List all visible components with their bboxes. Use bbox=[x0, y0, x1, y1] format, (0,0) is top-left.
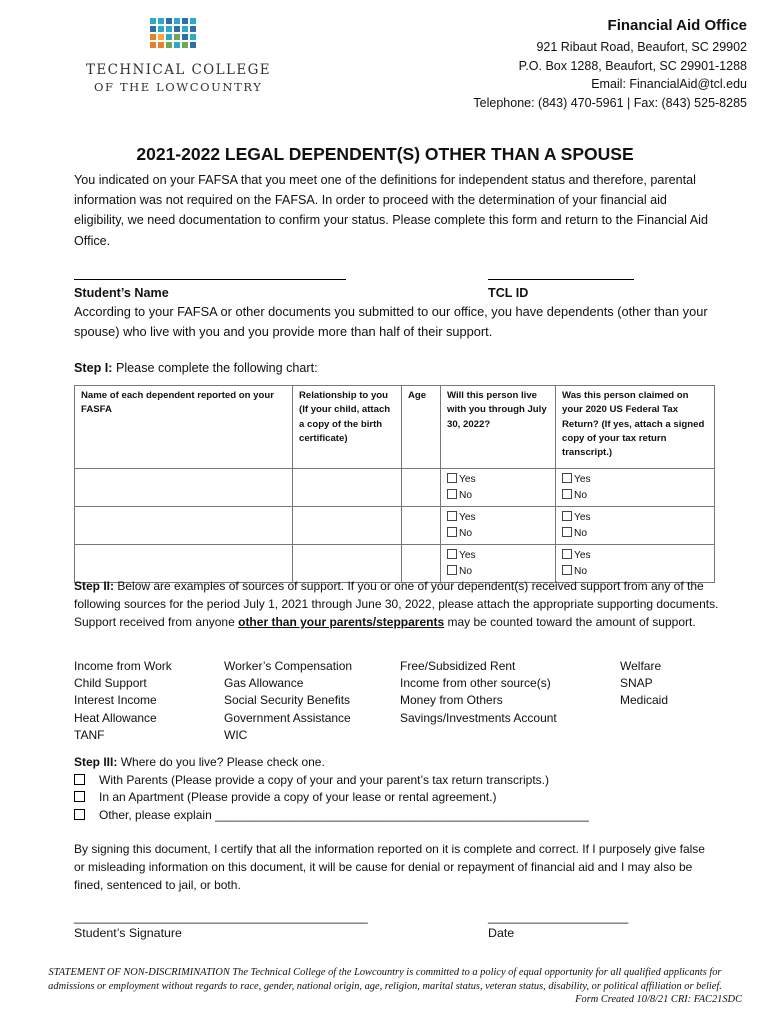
checkbox-icon[interactable] bbox=[74, 774, 85, 785]
logo-line-2: OF THE LOWCOUNTRY bbox=[94, 80, 263, 94]
office-contact-block bbox=[473, 16, 747, 112]
header-relationship-note: (If your child, attach a copy of the birth certificate) bbox=[299, 404, 391, 444]
yes-label: Yes bbox=[459, 474, 476, 485]
checkbox-icon[interactable] bbox=[447, 549, 457, 559]
claimed-yes-option[interactable] bbox=[562, 548, 708, 564]
support-source-item: Social Security Benefits bbox=[224, 693, 351, 708]
office-phone: Telephone: (843) 470-5961 | Fax: (843) 525-8285 bbox=[473, 95, 747, 110]
signature-line[interactable]: ____________________________________________ bbox=[74, 910, 368, 924]
support-source-item: TANF bbox=[74, 727, 105, 742]
office-title: Financial Aid Office bbox=[607, 17, 747, 34]
header-live-with-you: Will this person live with you through July 30, 2022? bbox=[441, 386, 556, 469]
footer bbox=[28, 966, 742, 1007]
intro-paragraph: You indicated on your FAFSA that you meet one of the definitions for independent status and therefore, parental information was not required on the FAFSA. In order to proceed with the determination of your financial aid eligibility, we need documentation to confirm your status. Please complete this form and return to the Financial Aid Office. bbox=[74, 173, 708, 248]
table-row bbox=[75, 507, 715, 545]
checkbox-icon[interactable] bbox=[447, 489, 457, 499]
step2-paragraph bbox=[74, 577, 719, 631]
support-source-item: Worker’s Compensation bbox=[224, 659, 353, 673]
support-source-item: Child Support bbox=[74, 676, 147, 691]
header-age: Age bbox=[402, 386, 441, 469]
no-label: No bbox=[459, 489, 473, 501]
relationship-cell[interactable] bbox=[293, 507, 402, 545]
header-dependent-name: Name of each dependent reported on your FASFA bbox=[75, 386, 293, 469]
header-relationship-label: Relationship to you bbox=[299, 390, 389, 401]
checkbox-icon[interactable] bbox=[562, 527, 572, 537]
checkbox-icon[interactable] bbox=[447, 565, 457, 575]
non-discrimination-statement: STATEMENT OF NON-DISCRIMINATION The Technical College of the Lowcountry is committed to a policy of equal opportunity for all qualified applicants for admissions or employment without regards to race, gender, national origin, age, religion, marital status, veteran status, disability, or political affiliation or belief. bbox=[48, 967, 722, 992]
live-yes-option[interactable] bbox=[447, 510, 549, 526]
checkbox-icon[interactable] bbox=[562, 565, 572, 575]
step3-section bbox=[74, 754, 589, 824]
yes-label: Yes bbox=[574, 512, 591, 523]
dependent-name-cell[interactable] bbox=[75, 469, 293, 507]
step3-option-parents[interactable] bbox=[74, 772, 589, 790]
no-label: No bbox=[574, 565, 588, 577]
dependents-table bbox=[74, 385, 715, 583]
claimed-no-option[interactable] bbox=[562, 488, 708, 504]
header-claimed-label: Was this person claimed on your 2020 US Federal Tax Return? bbox=[562, 390, 689, 430]
step2-label: Step II: bbox=[74, 579, 115, 593]
no-label: No bbox=[459, 527, 473, 539]
step3-label: Step III: bbox=[74, 755, 118, 769]
checkbox-icon[interactable] bbox=[562, 473, 572, 483]
age-cell[interactable] bbox=[402, 507, 441, 545]
step1-label: Step I: bbox=[74, 361, 113, 375]
signature-label: Student’s Signature bbox=[74, 926, 182, 940]
checkbox-icon[interactable] bbox=[562, 511, 572, 521]
step3-text: Where do you live? Please check one. bbox=[120, 755, 325, 769]
support-source-item: Free/Subsidized Rent bbox=[400, 659, 516, 673]
support-sources-col-2 bbox=[224, 658, 352, 744]
date-line[interactable]: _____________________ bbox=[488, 910, 629, 924]
support-source-item: Medicaid bbox=[620, 693, 669, 708]
relationship-cell[interactable] bbox=[293, 469, 402, 507]
support-source-item: Heat Allowance bbox=[74, 710, 157, 725]
logo-line-1: TECHNICAL COLLEGE bbox=[86, 62, 272, 78]
live-no-option[interactable] bbox=[447, 526, 549, 542]
support-sources-col-4 bbox=[620, 658, 668, 710]
support-source-item: Government Assistance bbox=[224, 710, 351, 725]
header-claimed-note: (If yes, attach a signed copy of your tax return transcript.) bbox=[562, 418, 705, 459]
step2-text-after: may be counted toward the amount of support. bbox=[447, 615, 696, 629]
live-yes-option[interactable] bbox=[447, 548, 549, 564]
live-with-you-cell bbox=[441, 507, 556, 545]
support-source-item: Income from other source(s) bbox=[400, 676, 551, 691]
age-cell[interactable] bbox=[402, 469, 441, 507]
yes-label: Yes bbox=[459, 550, 476, 561]
logo-grid-icon bbox=[150, 18, 202, 52]
tcl-id-line[interactable] bbox=[488, 279, 634, 280]
step1-text: Please complete the following chart: bbox=[115, 361, 318, 375]
step3-heading bbox=[74, 754, 589, 772]
checkbox-icon[interactable] bbox=[74, 791, 85, 802]
header-relationship bbox=[293, 386, 402, 469]
option-label: In an Apartment (Please provide a copy of your lease or rental agreement.) bbox=[99, 790, 497, 804]
student-name-label: Student’s Name bbox=[74, 286, 169, 300]
dependents-paragraph: According to your FAFSA or other documents you submitted to our office, you have dependents (other than your spouse) who live with you and you provide more than half of their support. bbox=[74, 304, 708, 340]
support-sources-col-1 bbox=[74, 658, 172, 744]
checkbox-icon[interactable] bbox=[447, 511, 457, 521]
checkbox-icon[interactable] bbox=[447, 527, 457, 537]
no-label: No bbox=[459, 565, 473, 577]
live-with-you-cell bbox=[441, 469, 556, 507]
checkbox-icon[interactable] bbox=[447, 473, 457, 483]
claimed-yes-option[interactable] bbox=[562, 472, 708, 488]
claimed-yes-option[interactable] bbox=[562, 510, 708, 526]
no-label: No bbox=[574, 489, 588, 501]
dependent-name-cell[interactable] bbox=[75, 507, 293, 545]
checkbox-icon[interactable] bbox=[562, 489, 572, 499]
certification-paragraph: By signing this document, I certify that all the information reported on it is complete and correct. If I purposely give false or misleading information on this document, it will be cause for denial or repayment of financial aid and I may also be fined, sentenced to jail, or both. bbox=[74, 842, 705, 892]
yes-label: Yes bbox=[459, 512, 476, 523]
date-label: Date bbox=[488, 926, 515, 940]
option-label: With Parents (Please provide a copy of your and your parent’s tax return transcripts.) bbox=[99, 772, 549, 787]
claimed-no-option[interactable] bbox=[562, 526, 708, 542]
support-source-item: Welfare bbox=[620, 659, 662, 673]
office-address-2: P.O. Box 1288, Beaufort, SC 29901-1288 bbox=[518, 58, 747, 73]
form-title: 2021-2022 LEGAL DEPENDENT(S) OTHER THAN A SPOUSE bbox=[136, 144, 634, 164]
yes-label: Yes bbox=[574, 474, 591, 485]
no-label: No bbox=[574, 527, 588, 539]
support-sources-col-3 bbox=[400, 658, 557, 727]
support-source-item: WIC bbox=[224, 727, 248, 742]
support-source-item: Money from Others bbox=[400, 693, 503, 708]
step3-option-apartment[interactable] bbox=[74, 789, 589, 807]
yes-label: Yes bbox=[574, 550, 591, 561]
student-name-line[interactable] bbox=[74, 279, 346, 280]
step3-option-other[interactable] bbox=[74, 807, 589, 825]
support-source-item: SNAP bbox=[620, 676, 653, 691]
checkbox-icon[interactable] bbox=[562, 549, 572, 559]
step2-text-before: Below are examples of sources of support. If you or one of your dependent(s) received support from any of the following sources for the period July 1, 2021 through June 30, 2022, please attach the appropriate supporting documents. Support received from anyone bbox=[74, 579, 719, 629]
support-source-item: Interest Income bbox=[74, 693, 157, 708]
claimed-cell bbox=[556, 469, 715, 507]
table-header-row bbox=[75, 386, 715, 469]
checkbox-icon[interactable] bbox=[74, 809, 85, 820]
option-label: Other, please explain ________________________________________________________ bbox=[99, 807, 589, 822]
form-created-note: Form Created 10/8/21 CRI: FAC21SDC bbox=[575, 994, 742, 1006]
tcl-id-label: TCL ID bbox=[488, 286, 529, 300]
support-source-item: Gas Allowance bbox=[224, 676, 304, 691]
claimed-cell bbox=[556, 507, 715, 545]
support-source-item: Income from Work bbox=[74, 659, 172, 673]
header-claimed-on-tax bbox=[556, 386, 715, 469]
office-address-1: 921 Ribaut Road, Beaufort, SC 29902 bbox=[536, 40, 747, 54]
step1-heading bbox=[74, 358, 318, 378]
table-row bbox=[75, 469, 715, 507]
step2-emphasis: other than your parents/stepparents bbox=[238, 615, 445, 629]
office-email: Email: FinancialAid@tcl.edu bbox=[591, 77, 747, 92]
live-yes-option[interactable] bbox=[447, 472, 549, 488]
support-source-item: Savings/Investments Account bbox=[400, 710, 557, 725]
live-no-option[interactable] bbox=[447, 488, 549, 504]
